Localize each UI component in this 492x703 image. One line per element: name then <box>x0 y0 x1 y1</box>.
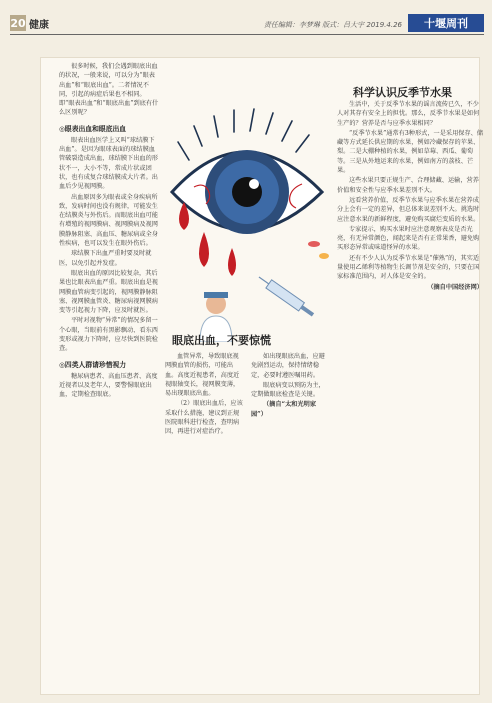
page-number: 20 <box>10 16 26 30</box>
pill-icon <box>308 241 320 247</box>
paragraph: 球结膜下出血严重时要及时就医，以免引起并发症。 <box>59 250 152 267</box>
header-rule <box>10 34 484 35</box>
left-column <box>59 62 159 401</box>
editor-meta: 责任编辑：李梦琳 版式：吕大宇 2019.4.26 <box>263 21 402 29</box>
paper-name: 十堰周刊 <box>408 14 484 32</box>
paragraph: 眼表出血医学上又叫“球结膜下出血”。是因为眼球表面的球结膜血管破裂造成出血，球结膜下出血的形状不一，大小不等，常成片状或团状，也有成复合球结膜成大片者。出血后少见视网膜。 <box>59 136 158 191</box>
blood-drop <box>228 248 236 276</box>
paragraph: 这些水果只要正规生产、合理储藏、运输，营养价值和安全性与应季水果差别不大。 <box>337 177 479 194</box>
paragraph: 如出现眼底出血，应避免剧烈运动，保持情绪稳定，必要时遵医嘱用药。 <box>251 353 325 379</box>
paragraph: “反季节水果”通常有3种形式，一是采用保存、储藏等方式延长供应期的水果，例如冷藏保存的苹果、梨。二是大棚种植的水果，例如草莓、西瓜、葡萄等。三是从外地运来的水果，例如南方的荔枝、芒果。 <box>337 129 484 175</box>
paragraph: 眼底病变以预防为主，定期做眼底检查是关键。 <box>251 381 325 399</box>
pill-icon <box>319 253 329 259</box>
paragraph: 很多时候，我们会遇到眼底出血的状况，一般来说，可以分为“眼表出血”和“眼底出血”。二者情况不同，引起的病症后果也不相同。即“眼表出血”和“眼底出血”到底有什么区别呢？ <box>59 63 159 117</box>
article-title: 眼底出血，不要惊慌 <box>172 334 271 347</box>
middle-column-left <box>165 352 245 438</box>
paragraph: 平时对视物“异常”的情况多留一个心眼，当眼前有黑影飘动、看东西变形或视力下降时，应尽快到医院检查。 <box>59 317 158 353</box>
blood-drop <box>199 232 209 267</box>
subheading: ◎眼表出血和眼底出血 <box>59 124 127 133</box>
middle-column-right <box>251 352 325 420</box>
section-title: 健康 <box>29 20 49 31</box>
syringe-icon <box>256 273 316 319</box>
paragraph: 还有不少人认为反季节水果是“催熟”的，其实适量使用乙烯利等植物生长调节剂是安全的，只要在国家标准范围内，对人体是安全的。 <box>337 254 480 281</box>
paragraph: 糖尿病患者、高血压患者、高度近视者以及老年人，要警惕眼底出血，定期检查眼底。 <box>59 372 158 399</box>
right-column <box>337 100 483 293</box>
paragraph: （2）眼底出血后，应该采取什么措施，建议到正规医院眼科进行检查，查明病因，再进行对症治疗。 <box>165 400 243 436</box>
paragraph: 生活中，关于反季节水果的谣言流传已久，不少人对其存有安全上的担忧。那么，反季节水果是如何生产的？营养是否与应季水果相同？ <box>337 101 480 127</box>
eye-illustration <box>164 72 330 342</box>
paragraph: 远看营养价值，反季节水果与应季水果在营养成分上会有一定的差异，但总体来说差别不大。挑选时应注意水果的新鲜程度，避免购买腐烂变质的水果。 <box>337 196 480 223</box>
paragraph: 专家提示，购买水果时应注意观察表皮是否光亮，有无异常颜色，闻起来是否有正常果香，避免购买形态异常或味道怪异的水果。 <box>337 225 480 252</box>
source-note: （摘自中国经济网） <box>427 283 483 291</box>
source-note: （摘自“太和光明家园”） <box>251 401 317 418</box>
right-article-title: 科学认识反季节水果 <box>353 86 452 99</box>
paragraph: 出血原因多为眼表或全身疾病所致，发病时间也没有规律，可能发生在结膜炎与外伤后。而眼底出血可能有增殖的视网膜病、视网膜病及视网膜静脉阻塞、高血压、糖尿病或全身性疾病，也可以发生在眼外伤后。 <box>59 193 158 248</box>
subheading: ◎四类人群请珍惜视力 <box>59 360 127 369</box>
page-header <box>0 0 492 36</box>
paragraph: 血管异常，导致眼底视网膜血管的损伤，可能出血。高度近视患者，高度近视眼轴变长，视网膜变薄，易出现眼底出血。 <box>165 353 240 398</box>
paragraph: 眼底出血的原因比较复杂，其后果也比眼表出血严重。眼底出血是视网膜血管病变引起的，视网膜静脉阻塞、视网膜血管炎、糖尿病视网膜病变等引起视力下降，应及时就医。 <box>59 269 158 315</box>
